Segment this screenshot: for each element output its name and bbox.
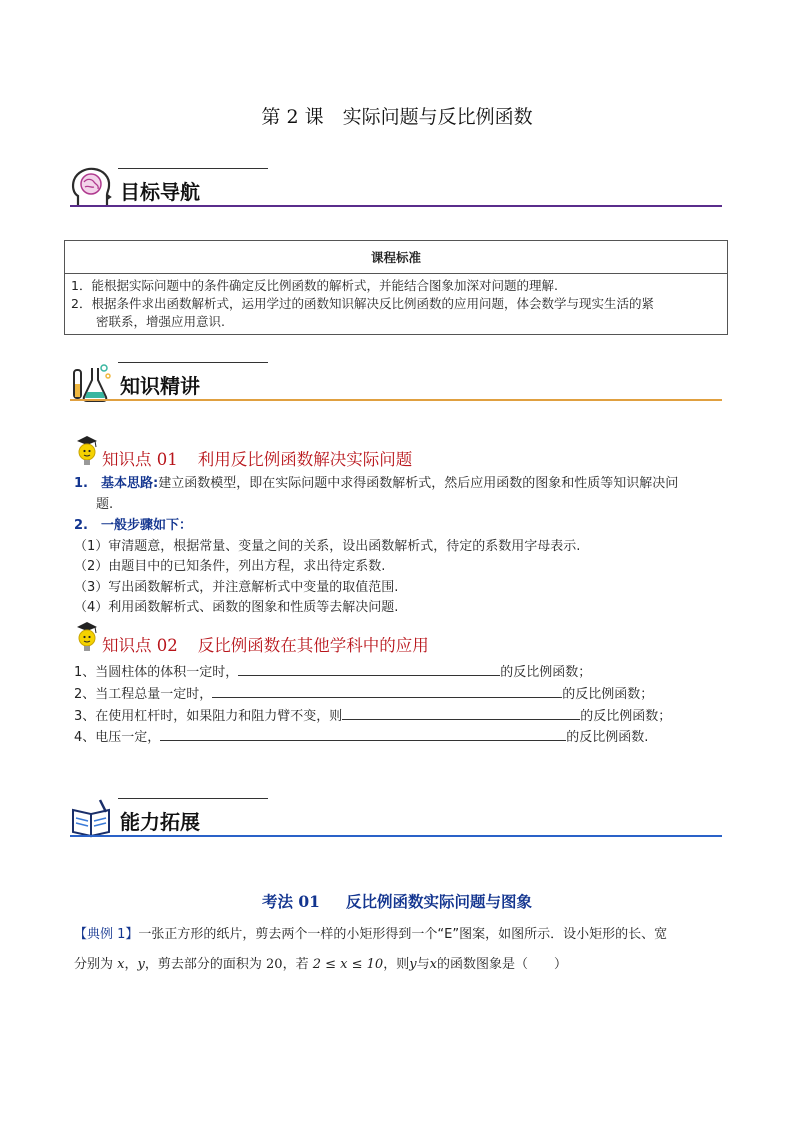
page-title: 第 2 课 实际问题与反比例函数 xyxy=(261,106,533,128)
basic-idea-continuation: 题. xyxy=(96,497,114,512)
basic-idea-label: 1. 基本思路: xyxy=(74,476,159,491)
table-header: 课程标准 xyxy=(65,241,728,274)
knowledge-point-title: 利用反比例函数解决实际问题 xyxy=(197,450,413,469)
variable-x: x xyxy=(429,957,437,972)
fill-blank-suffix: 的反比例函数； xyxy=(580,709,672,724)
variable-x: x xyxy=(117,957,125,972)
course-standards-table xyxy=(64,240,728,335)
answer-blank[interactable] xyxy=(160,726,566,741)
fill-blank-prefix: 3、在使用杠杆时，如果阻力和阻力臂不变，则 xyxy=(74,709,343,724)
knowledge-point-02-heading xyxy=(74,620,734,654)
section-title: 能力拓展 xyxy=(120,810,200,834)
exam-method-title: 反比例函数实际问题与图象 xyxy=(345,892,532,911)
fill-blank-suffix: 的反比例函数； xyxy=(562,687,654,702)
knowledge-point-number: 知识点 01 xyxy=(102,450,178,469)
fill-blank-prefix: 4、电压一定， xyxy=(74,730,161,745)
flask-icon xyxy=(70,360,114,404)
example-line-1 xyxy=(74,920,724,950)
step-item: （3）写出函数解析式，并注意解析式中变量的取值范围. xyxy=(74,580,399,595)
answer-blank[interactable] xyxy=(212,683,562,698)
answer-blank[interactable] xyxy=(238,661,500,676)
fill-blank-prefix: 2、当工程总量一定时， xyxy=(74,687,213,702)
example-tag: 【典例 1】 xyxy=(74,927,139,942)
variable-y: y xyxy=(409,957,417,972)
example-text: 一张正方形的纸片，剪去两个一样的小矩形得到一个“E”图案，如图所示．设小矩形的长、宽 xyxy=(138,927,668,942)
basic-idea-text: 建立函数模型，即在实际问题中求得函数解析式，然后应用函数的图象和性质等知识解决问 xyxy=(158,476,679,491)
standard-item: 密联系，增强应用意识. xyxy=(71,314,225,329)
fill-blank-suffix: 的反比例函数. xyxy=(566,730,649,745)
example-text: 与 xyxy=(416,957,430,972)
example-text: ，则 xyxy=(383,957,410,972)
knowledge-point-title: 反比例函数在其他学科中的应用 xyxy=(197,636,429,655)
x-range: 2 ≤ x ≤ 10 xyxy=(312,957,384,972)
section-title: 目标导航 xyxy=(120,180,200,204)
step-item: （4）利用函数解析式、函数的图象和性质等去解决问题. xyxy=(74,600,399,615)
fill-blank-prefix: 1、当圆柱体的体积一定时， xyxy=(74,665,239,680)
basic-idea-paragraph xyxy=(74,474,734,494)
step-item: （2）由题目中的已知条件，列出方程，求出待定系数. xyxy=(74,559,386,574)
book-icon xyxy=(70,796,114,840)
answer-blank[interactable] xyxy=(342,705,580,720)
knowledge-point-01-heading xyxy=(74,434,734,468)
lightbulb-mascot-icon xyxy=(74,620,100,654)
example-text: ，剪去部分的面积为 xyxy=(144,957,262,972)
fill-blank-item xyxy=(74,683,653,705)
section-knowledge xyxy=(70,360,722,406)
brain-icon xyxy=(70,166,114,210)
variable-y: y xyxy=(137,957,145,972)
standard-item: 2．根据条件求出函数解析式，运用学过的函数知识解决反比例函数的应用问题，体会数学与现实生活的紧 xyxy=(71,296,654,311)
example-problem xyxy=(74,920,724,980)
section-ability-extension xyxy=(70,796,722,842)
general-steps-label: 2. 一般步骤如下： xyxy=(74,518,192,533)
exam-method-number: 考法 01 xyxy=(262,892,320,911)
standard-item: 1．能根据实际问题中的条件确定反比例函数的解析式，并能结合图象加深对问题的理解. xyxy=(71,278,558,293)
exam-method-heading xyxy=(0,890,794,912)
section-goal-navigation xyxy=(70,166,722,212)
fill-blank-item xyxy=(74,661,591,683)
fill-blank-item xyxy=(74,705,671,727)
section-title: 知识精讲 xyxy=(120,374,200,398)
example-line-2: 分别为 x，y，剪去部分的面积为 20，若 2 ≤ x ≤ 10，则y与x的函数图象是（ ） xyxy=(74,957,567,972)
example-text: ，若 xyxy=(282,957,309,972)
lightbulb-mascot-icon xyxy=(74,434,100,468)
fill-blank-suffix: 的反比例函数； xyxy=(500,665,592,680)
knowledge-point-number: 知识点 02 xyxy=(102,636,178,655)
area-value: 20 xyxy=(266,957,283,972)
fill-blank-item xyxy=(74,726,648,748)
step-item: （1）审清题意，根据常量、变量之间的关系，设出函数解析式，待定的系数用字母表示. xyxy=(74,539,581,554)
example-text: 的函数图象是（ ） xyxy=(436,957,567,972)
example-text: 分别为 xyxy=(74,957,114,972)
